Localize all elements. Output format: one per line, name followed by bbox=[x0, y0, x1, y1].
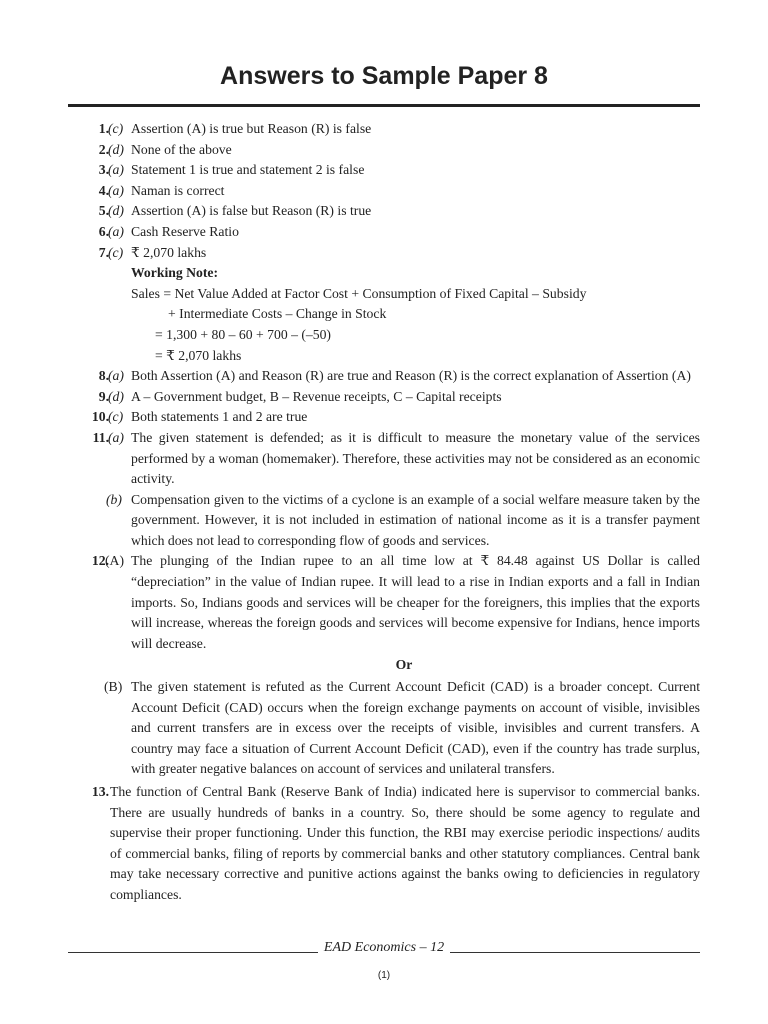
answer-7 bbox=[0, 243, 768, 264]
answer-text: Both Assertion (A) and Reason (R) are true and Reason (R) is the correct explanation of Assertion (A) bbox=[131, 368, 691, 384]
page-number: (1) bbox=[377, 970, 391, 981]
answer-option: (B) bbox=[104, 679, 123, 695]
working-note-line: + Intermediate Costs – Change in Stock bbox=[168, 306, 387, 322]
answer-option: (d) bbox=[108, 203, 124, 219]
page-title: Answers to Sample Paper 8 bbox=[220, 62, 548, 90]
working-note-line: = ₹ 2,070 lakhs bbox=[155, 347, 242, 363]
answer-11b bbox=[0, 490, 768, 552]
answer-8 bbox=[0, 366, 768, 387]
answer-option: (b) bbox=[106, 491, 122, 507]
answer-10 bbox=[0, 407, 768, 428]
answer-text: Both statements 1 and 2 are true bbox=[131, 409, 308, 425]
answer-text: None of the above bbox=[131, 141, 232, 157]
answer-text: Cash Reserve Ratio bbox=[131, 223, 239, 239]
answer-6 bbox=[0, 222, 768, 243]
answer-11a bbox=[0, 428, 768, 490]
answer-option: (a) bbox=[108, 182, 124, 198]
answer-4 bbox=[0, 181, 768, 202]
answer-option: (c) bbox=[108, 409, 124, 425]
answer-number: 13. bbox=[91, 784, 109, 799]
answer-option: (A) bbox=[105, 553, 125, 569]
footer bbox=[68, 940, 700, 960]
answer-number: 4. bbox=[98, 182, 109, 198]
title-divider bbox=[68, 104, 700, 107]
answer-text: Assertion (A) is true but Reason (R) is false bbox=[131, 121, 372, 136]
answer-13 bbox=[0, 782, 768, 906]
answer-2 bbox=[0, 140, 768, 161]
answer-text: The plunging of the Indian rupee to an all time low at ₹ 84.48 against US Dollar is called “depreciation” in the value of Indian rupee. It will lead to a rise in Indian exports and a fall in Indian imports. So, Indians goods and services will be cheaper for the foreigners, this implies that the exports will increase, whereas the foreign goods and services will become expensive for Indians, hence imports will decrease. bbox=[131, 553, 700, 651]
answer-text: Assertion (A) is false but Reason (R) is true bbox=[131, 203, 372, 219]
answer-text: Statement 1 is true and statement 2 is false bbox=[131, 162, 365, 178]
answers-list bbox=[0, 119, 768, 906]
answer-option: (c) bbox=[108, 121, 124, 136]
answer-number: 2. bbox=[98, 141, 109, 157]
answer-text: Compensation given to the victims of a cyclone is an example of a social welfare measure taken by the government. However, it is not included in estimation of national income as it is a transfer payment which does not lead to corresponding flow of goods and services. bbox=[131, 491, 700, 548]
answer-number: 7. bbox=[98, 244, 109, 260]
answer-option: (a) bbox=[108, 162, 124, 178]
footer-label: EAD Economics – 12 bbox=[318, 940, 450, 955]
working-note-line: Sales = Net Value Added at Factor Cost + Consumption of Fixed Capital – Subsidy bbox=[131, 285, 587, 301]
working-note-label: Working Note: bbox=[131, 265, 219, 281]
answer-option: (a) bbox=[108, 368, 124, 384]
answer-number: 9. bbox=[98, 388, 109, 404]
answer-number: 3. bbox=[98, 162, 109, 178]
answer-option: (d) bbox=[108, 141, 124, 157]
answer-option: (a) bbox=[108, 223, 124, 239]
answer-number: 10. bbox=[91, 409, 109, 425]
answer-number: 1. bbox=[98, 121, 109, 136]
answer-number: 6. bbox=[98, 223, 109, 239]
answer-text: A – Government budget, B – Revenue receipts, C – Capital receipts bbox=[131, 388, 502, 404]
answer-text: The function of Central Bank (Reserve Bank of India) indicated here is supervisor to commercial banks. There are usually hundreds of banks in a country. So, there should be some agency to regulate and supervise their proper functioning. Under this function, the RBI may exercise periodic inspections/ audits of commercial banks, filing of reports by commercial banks and other statutory compliances. Central bank may take necessary corrective and punitive actions against the banks owing to deficiencies in regulatory compliances. bbox=[110, 784, 700, 902]
or-separator: Or bbox=[395, 657, 413, 673]
answer-option: (c) bbox=[108, 244, 124, 260]
answer-text: The given statement is defended; as it is difficult to measure the monetary value of the services performed by a woman (homemaker). Therefore, these activities may not be considered as an economic activity. bbox=[131, 429, 700, 487]
answer-5 bbox=[0, 201, 768, 222]
answer-option: (d) bbox=[108, 388, 124, 404]
answer-12a bbox=[0, 551, 768, 654]
working-note-line: = 1,300 + 80 – 60 + 700 – (–50) bbox=[155, 326, 331, 342]
answer-number: 11. bbox=[92, 429, 109, 445]
answer-text: ₹ 2,070 lakhs bbox=[131, 244, 207, 260]
answer-text: Naman is correct bbox=[131, 182, 225, 198]
answer-option: (a) bbox=[108, 429, 124, 445]
answer-12b bbox=[0, 677, 768, 780]
answer-text: The given statement is refuted as the Current Account Deficit (CAD) is a broader concept. Current Account Deficit (CAD) occurs when the foreign exchange payments on account of visible, invisibles and current transfers are in excess over the receipts of visible, invisibles and current transfers. A country may face a situation of Current Account Deficit (CAD), even if the country has trade surplus, with greater negative balances on account of services and unilateral transfers. bbox=[131, 679, 700, 777]
answer-1 bbox=[0, 119, 768, 140]
answer-number: 12. bbox=[91, 553, 109, 569]
answer-number: 5. bbox=[98, 203, 109, 219]
answer-number: 8. bbox=[98, 368, 109, 384]
answer-9 bbox=[0, 387, 768, 408]
answer-3 bbox=[0, 160, 768, 181]
